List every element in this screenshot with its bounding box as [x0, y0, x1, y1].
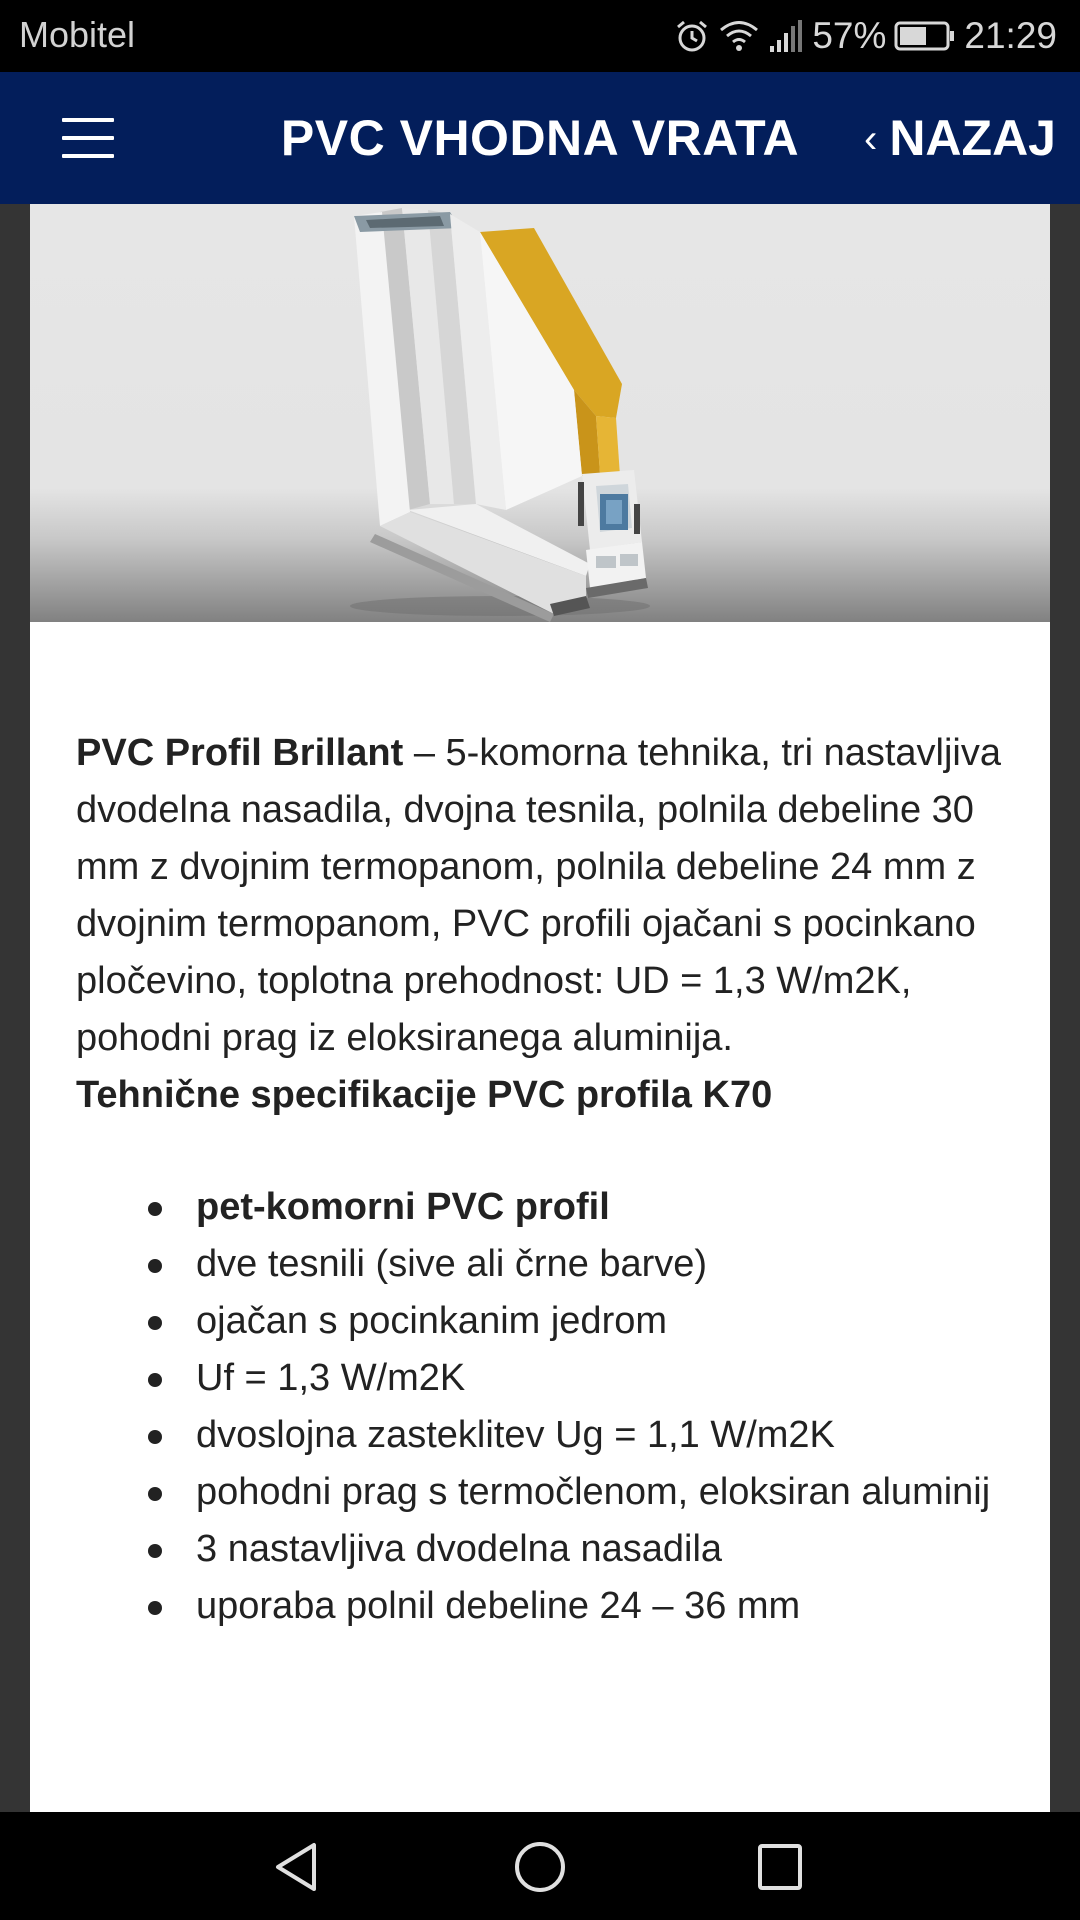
- menu-icon[interactable]: [62, 118, 114, 158]
- carrier-name: Mobitel: [19, 14, 136, 55]
- chevron-left-icon: ‹: [863, 116, 878, 161]
- intro-text: – 5-komorna tehnika, tri nastavljiva dvodelna nasadila, dvojna tesnila, polnila debeline 30 mm z dvojnim termopanom, polnila debeline 24 mm z dvojnim termopanom, PVC profili ojačani s pocinkano pločevino, toplotna prehodnost: UD = 1,3 W/m2K, pohodni prag iz eloksiranega aluminija.: [76, 732, 1002, 1059]
- clock: 21:29: [964, 15, 1057, 56]
- list-item: dve tesnili (sive ali črne barve): [76, 1236, 1016, 1293]
- hero-image: [30, 204, 1050, 622]
- article: [76, 725, 1016, 1635]
- back-triangle-icon[interactable]: [270, 1840, 330, 1894]
- spec-heading: Tehnične specifikacije PVC profila K70: [76, 1074, 773, 1116]
- back-button-label: NAZAJ: [889, 110, 1056, 166]
- list-item: 3 nastavljiva dvodelna nasadila: [76, 1521, 1016, 1578]
- list-item: uporaba polnil debeline 24 – 36 mm: [76, 1578, 1016, 1635]
- intro-paragraph: [76, 725, 1016, 1067]
- system-nav-bar: [0, 1812, 1080, 1920]
- home-circle-icon[interactable]: [510, 1840, 570, 1894]
- spec-list: [76, 1179, 1016, 1635]
- door-profile-cross-section-icon: [30, 204, 1050, 622]
- battery-icon: [894, 20, 956, 52]
- back-button[interactable]: [864, 72, 1056, 204]
- app-header: [0, 72, 1080, 204]
- list-item: dvoslojna zasteklitev Ug = 1,1 W/m2K: [76, 1407, 1016, 1464]
- list-item: pohodni prag s termočlenom, eloksiran aluminij: [76, 1464, 1016, 1521]
- status-icons: [674, 12, 1057, 60]
- list-item: Uf = 1,3 W/m2K: [76, 1350, 1016, 1407]
- battery-percent: 57%: [812, 15, 887, 56]
- list-item: pet-komorni PVC profil: [76, 1179, 1016, 1236]
- intro-bold: PVC Profil Brillant: [76, 732, 404, 774]
- content-card: [30, 204, 1050, 1812]
- alarm-icon: [674, 18, 710, 54]
- wifi-icon: [718, 18, 760, 54]
- status-bar: [0, 0, 1080, 72]
- recents-square-icon[interactable]: [750, 1840, 810, 1894]
- page-title: PVC VHODNA VRATA: [280, 110, 800, 166]
- list-item: ojačan s pocinkanim jedrom: [76, 1293, 1016, 1350]
- signal-icon: [768, 18, 804, 54]
